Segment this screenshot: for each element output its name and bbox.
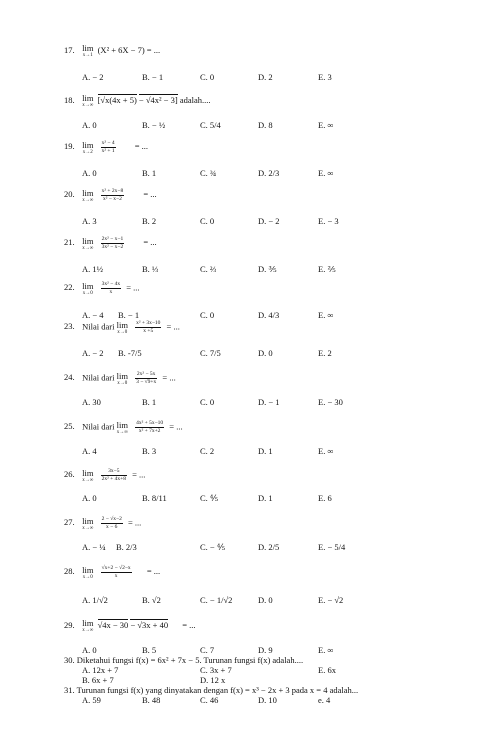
question-20 bbox=[64, 188, 157, 203]
option-e: E. 3 bbox=[318, 72, 332, 82]
question-29 bbox=[64, 619, 196, 633]
fraction: $\frac{\text{x² + 2x−8}}{\text{x² − x−2}}$ bbox=[101, 188, 124, 202]
fraction: $\frac{2 - √x-2}{x - 6}$ bbox=[101, 516, 122, 530]
question-27 bbox=[64, 516, 141, 531]
option-b: B. 2 bbox=[142, 216, 157, 226]
limit-operator: lim x→2 bbox=[82, 139, 94, 155]
question-28 bbox=[64, 565, 160, 580]
limit-operator: lim x→∞ bbox=[82, 187, 94, 203]
question-tail: = ... bbox=[143, 189, 157, 200]
option-a: A. − 2 bbox=[82, 348, 104, 358]
option-b: B. 1 bbox=[142, 397, 157, 407]
question-26 bbox=[64, 468, 145, 483]
question-30: 30. Diketahui fungsi f(x) = 6x² + 7x − 5. Turunan fungsi f(x) adalah.... bbox=[64, 655, 304, 665]
option-a: A. 12x + 7 bbox=[82, 665, 119, 675]
option-d: D. 1 bbox=[258, 493, 273, 503]
option-d: D. 9 bbox=[258, 645, 273, 655]
question-18 bbox=[64, 94, 211, 108]
question-tail: = ... bbox=[146, 566, 161, 577]
fraction: $\frac{\text{3x² − 4x}}{x}$ bbox=[101, 281, 121, 295]
limit-operator: lim x→∞ bbox=[82, 93, 94, 108]
option-d: D. 4/3 bbox=[258, 310, 280, 320]
question-number: 29. bbox=[64, 619, 75, 630]
option-b: B. 5 bbox=[142, 645, 157, 655]
limit-operator: lim x→∞ bbox=[82, 235, 94, 251]
option-a: A. 59 bbox=[82, 695, 101, 705]
question-31: 31. Turunan fungsi f(x) yang dinyatakan dengan f(x) = x³ − 2x + 3 pada x = 4 adalah... bbox=[64, 685, 359, 695]
option-d: D. 2/3 bbox=[258, 168, 280, 178]
question-23 bbox=[64, 320, 180, 335]
question-tail: = ... bbox=[127, 517, 142, 528]
option-b: B. 6x + 7 bbox=[82, 675, 114, 685]
option-e: E. 6 bbox=[318, 493, 332, 503]
question-number: 17. bbox=[64, 44, 75, 55]
limit-operator: lim x→∞ bbox=[82, 618, 94, 633]
question-number: 24. bbox=[64, 372, 75, 383]
option-a: A. 4 bbox=[82, 446, 97, 456]
question-expression: [√x(4x + 5) bbox=[97, 94, 137, 105]
option-b: B. 1 bbox=[142, 168, 157, 178]
question-tail: = ... bbox=[166, 321, 180, 332]
fraction: $\frac{\text{2x² − 5x}}{3 - √9+x}$ bbox=[136, 371, 157, 385]
question-number: 21. bbox=[64, 237, 75, 248]
question-number: 27. bbox=[64, 517, 75, 528]
option-e: e. 4 bbox=[318, 695, 331, 705]
option-c: C. 5/4 bbox=[200, 120, 221, 130]
fraction: $\frac{√x+2 - √2-x}{x}$ bbox=[101, 565, 131, 579]
option-d: D. 8 bbox=[258, 120, 273, 130]
option-c: C. 0 bbox=[200, 397, 215, 407]
option-e: E. ⅖ bbox=[318, 264, 336, 274]
option-b: B. 2/3 bbox=[116, 542, 137, 552]
option-e: E. ∞ bbox=[318, 168, 334, 178]
question-number: 25. bbox=[64, 421, 75, 432]
option-d: D. 2 bbox=[258, 72, 273, 82]
limit-operator: lim x→∞ bbox=[82, 467, 94, 483]
option-a: A. − 4 bbox=[82, 310, 104, 320]
option-c: C. − ⅘ bbox=[200, 542, 226, 552]
limit-operator: lim x→0 bbox=[116, 370, 128, 386]
option-c: C. ⅔ bbox=[200, 264, 217, 274]
question-number: 19. bbox=[64, 141, 75, 152]
question-prefix: Nilai dari bbox=[82, 321, 115, 332]
question-24 bbox=[64, 371, 176, 386]
limit-operator: lim x→∞ bbox=[116, 419, 128, 435]
option-c: C. 7/5 bbox=[200, 348, 221, 358]
option-a: A. 0 bbox=[82, 168, 97, 178]
option-e: E. 6x bbox=[318, 665, 336, 675]
option-b: B. 8/11 bbox=[142, 493, 167, 503]
option-c: C. 2 bbox=[200, 446, 215, 456]
option-c: C. ¾ bbox=[200, 168, 217, 178]
question-prefix: Nilai dari bbox=[82, 421, 115, 432]
option-b: B. − ½ bbox=[142, 120, 166, 130]
fraction: $\frac{3x-5}{\text{2x² + 4x+8}}$ bbox=[101, 468, 126, 482]
limit-operator: lim x→∞ bbox=[82, 515, 94, 531]
option-d: D. − 2 bbox=[258, 216, 280, 226]
option-c: C. − 1/√2 bbox=[200, 595, 233, 605]
option-a: A. 0 bbox=[82, 645, 97, 655]
option-e: E. − 3 bbox=[318, 216, 339, 226]
option-c: C. 7 bbox=[200, 645, 215, 655]
question-number: 26. bbox=[64, 469, 75, 480]
fraction: $\frac{\text{4x² + 5x−10}}{\text{x² + 7x+2}}$ bbox=[136, 420, 164, 434]
option-a: A. 30 bbox=[82, 397, 101, 407]
option-d: D. 0 bbox=[258, 595, 273, 605]
question-expression: √4x − 30 bbox=[97, 619, 129, 630]
question-25 bbox=[64, 420, 183, 435]
option-d: D. 2/5 bbox=[258, 542, 280, 552]
option-e: E. 2 bbox=[318, 348, 332, 358]
question-expression-part: − √4x² − 3] bbox=[138, 94, 178, 105]
option-a: A. 1½ bbox=[82, 264, 104, 274]
question-expression: (X² + 6X − 7) = ... bbox=[97, 44, 161, 55]
limit-operator: lim x→1 bbox=[82, 43, 94, 58]
question-number: 20. bbox=[64, 189, 75, 200]
question-number: 23. bbox=[64, 321, 75, 332]
option-c: C. 0 bbox=[200, 216, 215, 226]
option-a: A. 0 bbox=[82, 120, 97, 130]
option-b: B. − 1 bbox=[142, 72, 164, 82]
fraction: $\frac{\text{x² + 3x−10}}{x +5}$ bbox=[136, 320, 161, 334]
question-tail: = ... bbox=[162, 372, 176, 383]
option-a: A. − 2 bbox=[82, 72, 104, 82]
option-b: B. 48 bbox=[142, 695, 161, 705]
question-number: 28. bbox=[64, 566, 75, 577]
option-b: B. − 1 bbox=[118, 310, 140, 320]
option-e: E. ∞ bbox=[318, 446, 334, 456]
option-b: B. √2 bbox=[142, 595, 161, 605]
question-tail: = ... bbox=[134, 141, 149, 152]
option-c: C. 46 bbox=[200, 695, 219, 705]
option-a: A. 1/√2 bbox=[82, 595, 108, 605]
question-tail: = ... bbox=[182, 619, 196, 630]
question-22 bbox=[64, 281, 140, 296]
question-tail: adalah.... bbox=[179, 94, 211, 105]
limit-operator: lim x→0 bbox=[116, 319, 128, 335]
option-e: E. − √2 bbox=[318, 595, 344, 605]
fraction: $\frac{\text{2x² − x−1}}{\text{3x² − x−2}}$ bbox=[101, 236, 124, 250]
question-number: 18. bbox=[64, 94, 75, 105]
option-e: E. ∞ bbox=[318, 645, 334, 655]
option-d: D. 10 bbox=[258, 695, 277, 705]
option-b: B. ⅓ bbox=[142, 264, 159, 274]
option-e: E. − 30 bbox=[318, 397, 343, 407]
option-e: E. ∞ bbox=[318, 310, 334, 320]
question-tail: = ... bbox=[143, 237, 157, 248]
question-expression-part: − √3x + 40 bbox=[130, 619, 169, 630]
option-a: A. 0 bbox=[82, 493, 97, 503]
question-17 bbox=[64, 44, 160, 58]
fraction: $\frac{\text{x² − 4}}{\text{x² + 1}}$ bbox=[101, 140, 115, 154]
option-a: A. 3 bbox=[82, 216, 97, 226]
option-e: E. ∞ bbox=[318, 120, 334, 130]
option-b: B. -7/5 bbox=[118, 348, 142, 358]
option-b: B. 3 bbox=[142, 446, 157, 456]
option-c: C. 0 bbox=[200, 310, 215, 320]
limit-operator: lim x→0 bbox=[82, 280, 94, 296]
question-21 bbox=[64, 236, 157, 251]
question-number: 22. bbox=[64, 282, 75, 293]
option-d: D. 0 bbox=[258, 348, 273, 358]
option-c: C. 3x + 7 bbox=[200, 665, 232, 675]
question-tail: = ... bbox=[169, 421, 183, 432]
question-19 bbox=[64, 140, 148, 155]
option-c: C. ⅘ bbox=[200, 493, 219, 503]
question-tail: = ... bbox=[132, 469, 146, 480]
option-a: A. − ¼ bbox=[82, 542, 106, 552]
question-tail: = ... bbox=[126, 282, 140, 293]
option-d: D. − 1 bbox=[258, 397, 280, 407]
option-d: D. ⅗ bbox=[258, 264, 277, 274]
option-d: D. 12 x bbox=[200, 675, 226, 685]
option-e: E. − 5/4 bbox=[318, 542, 346, 552]
question-prefix: Nilai dari bbox=[82, 372, 115, 383]
limit-operator: lim x→0 bbox=[82, 564, 94, 580]
option-c: C. 0 bbox=[200, 72, 215, 82]
option-d: D. 1 bbox=[258, 446, 273, 456]
